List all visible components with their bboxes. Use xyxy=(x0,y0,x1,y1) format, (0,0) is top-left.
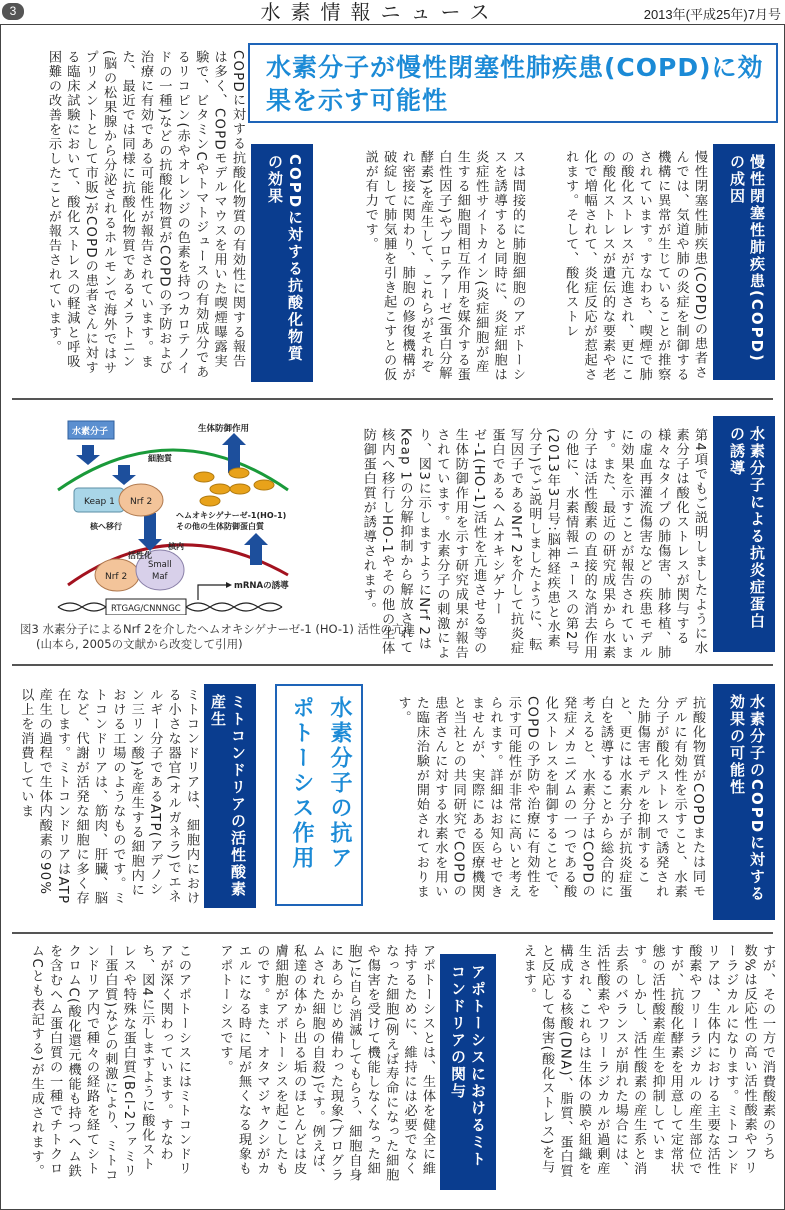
heading-copd-potential: 水素分子のCOPDに対する効果の可能性 xyxy=(713,684,775,920)
copd-cause-body-2: スは間接的に肺胞細胞のアポトーシスを誘導すると同時に、炎症細胞は炎症性サイトカイン(炎症細胞が産生する細胞間相互作用を媒介する蛋白性因子)やプロテアーゼ(蛋白分解酵素)を産生して、これらがそれぞれ密接に関わり、肺胞の修復機構が破綻して肺気腫を引き起こすとの仮説が有力です。 xyxy=(362,150,525,382)
mitochondria-ros-body-1: ミトコンドリアは、細胞内における小さな器官(オルガネラ)でエネルギー分子であるATP(アデノシン三リン酸)を産生する細胞内における工場のようなものです。ミトコンドリアは、筋肉、肝臓、脳など、代謝が活発な細胞に多く存在します。ミトコンドリアはATP産生の過程で生体内酸素の90%以上を消費していま xyxy=(18,688,199,906)
issue-date: 2013年(平成25年)7月号 xyxy=(643,7,781,22)
section-divider xyxy=(12,664,773,666)
label-biodefense: 生体防御作用 xyxy=(198,424,250,434)
label-nrf2: Nrf 2 xyxy=(130,497,153,507)
article-title-box xyxy=(248,43,778,123)
label-other-proteins: その他の生体防御蛋白質 xyxy=(176,522,264,531)
apoptosis-mito-body-1: アポトーシスとは、生体を健全に維持するために、維持には必要でなくなった細胞(例えば寿命になった細胞や傷害を受けて機能しなくなった細胞)に自ら消滅してもらう、細胞自身にあらかじめ備わった現象(プログラムされた細胞の自殺)です。例えば、私達の体から出る垢のほとんどは皮膚細胞がアポトーシスを起こしたものです。また、オタマジャクシがカエルになる時に尾が無くなる現象もアポトーシスです。 xyxy=(217,944,435,1183)
apoptosis-feature-title: 水素分子の抗アポトーシス作用 xyxy=(289,696,352,871)
heading-mitochondria-ros: ミトコンドリアの活性酸素産生 xyxy=(204,684,256,908)
page-number-badge: 3 xyxy=(2,3,24,20)
article-title: 水素分子が慢性閉塞性肺疾患(COPD)に効果を示す可能性 xyxy=(266,53,764,115)
section-divider xyxy=(12,932,773,934)
figure-source-text: (山本ら, 2005の文献から改変して引用) xyxy=(36,637,243,651)
label-to-nucleus: 核へ移行 xyxy=(90,522,122,531)
label-ho1: ヘムオキシゲナーゼ-1(HO-1) xyxy=(176,511,287,520)
label-mrna: mRNAの誘導 xyxy=(234,581,289,591)
apoptosis-mito-body-2: このアポトーシスにはミトコンドリアが深く関わっています。すなわち、図4に示しますように酸化ストレスや特殊な蛋白質(Bcl-2ファミリー蛋白質)などの刺激により、ミトコンドリア内で種々の経路を経てシトクロムC(酸化還元機能も持つヘム鉄を含むヘム蛋白質の一種でチトクロムCとも表記する)が生成されます。 xyxy=(28,944,191,1183)
label-nrf2-nuclear: Nrf 2 xyxy=(105,572,128,582)
label-activation: 活性化 xyxy=(128,551,152,560)
figure-caption-text: 図3 水素分子によるNrf 2を介したヘムオキシゲナーゼ-1 (HO-1) 活性の亢進 xyxy=(20,622,415,636)
figure-3-caption xyxy=(20,622,415,652)
newsletter-masthead: 水素情報ニュース xyxy=(260,0,500,24)
copd-cause-body-1: 慢性閉塞性肺疾患(COPD)の患者さんでは、気道や肺の炎症を制御する機構に異常が生じていることが推察されています。すなわち、喫煙で肺の酸化ストレスが亢進され、更にこの酸化ストレスが遺伝的な要素や老化で増幅されて、炎症反応が惹起されます。そして、酸化ストレ xyxy=(563,150,707,382)
nrf2-pathway-svg xyxy=(48,415,298,615)
antioxidant-body: COPDに対する抗酸化物質の有効性に関する報告は多く、COPDモデルマウスを用いた喫煙曝露実験で、ビタミンCやトマトジュースの有効成分であるリコピン(赤やオレンジの色素を持つカロテノイドの一種)などの抗酸化物質がCOPDの予防および治療に有効である可能性が報告されています。また、最近では同様に抗酸化物質であるメラトニン(脳の松果腺から分泌されるホルモンで海外ではサプリメントとして市販)がCOPDの患者さんに対する臨床試験において、酸化ストレスの軽減と呼吸困難の改善を示したことが報告されています。 xyxy=(45,50,245,380)
apoptosis-feature-box xyxy=(275,684,363,906)
mitochondria-ros-body-2: すが、その一方で消費酸素のうち数%は反応性の高い活性酸素やフリーラジカルになります。ミトコンドリアは、生体内における主要な活性酸素やフリーラジカルの産生部位ですが、抗酸化酵素を用意して定常状態の活性酸素産生を抑制しています。しかし、活性酸素の産生系と消去系のバランスが崩れた場合には、活性酸素やフリーラジカルが過剰産生され、これらは生体の膜や組織を構成する核酸(DNA)、脂質、蛋白質と反応して傷害(酸化ストレス)を与えます。 xyxy=(520,944,775,1179)
heading-antioxidant: COPDに対する抗酸化物質の効果 xyxy=(251,144,313,382)
section-divider xyxy=(12,398,773,400)
figure-3-diagram xyxy=(48,415,298,615)
label-small: Small xyxy=(148,560,172,570)
label-nucleus: 核内 xyxy=(168,542,184,551)
label-maf: Maf xyxy=(152,572,168,582)
heading-copd-cause: 慢性閉塞性肺疾患(COPD)の成因 xyxy=(713,144,775,380)
page-header xyxy=(0,0,785,24)
anti-inflammatory-body: 第4項でもご説明しましたように水素分子は酸化ストレスが関与する様々なタイプの肺傷害、肺移植、肺の虚血再灌流傷害などの疾患モデルに効果を示すことが報告されています。また、最近の研究成果から水素分子は活性酸素の直接的な消去作用の他に、水素情報ニュースの第2号(2013年3月号:脳神経疾患と水素分子)でご説明しましたように、転写因子であるNrf 2を介して抗炎症蛋白であるヘムオキシゲナーゼ-1(HO-1)活性を亢進させる等の生体防御作用を示す研究成果が報告されています。水素分子の刺激により、図3に示しますようにNrf 2はKeap 1の分解抑制から解放されて核内へ移行しHO-1やその他の生体防御蛋白質が誘導されます。 xyxy=(360,428,707,660)
label-hydrogen: 水素分子 xyxy=(72,427,109,437)
label-cytoplasm: 細胞質 xyxy=(148,454,172,463)
label-sequence: RTGAG/CNNNGC xyxy=(111,604,181,614)
heading-anti-inflammatory: 水素分子による抗炎症蛋白の誘導 xyxy=(713,416,775,652)
copd-potential-body: 抗酸化物質がCOPDまたは同モデルに有効性を示すこと、水素分子が酸化ストレスで誘発された肺傷害モデルを抑制すること、更には水素分子が抗炎症蛋白を誘導することから総合的に考えると、水素分子はCOPDの発症メカニズムの一つである酸化ストレスを制御することで、COPDの予防や治療に有効性を示す可能性が非常に高いと考えられます。詳細はお知らせできませんが、実際にある医療機関と当社との共同研究でCOPDの患者さんに対する水素水を用いた臨床治験が開始されております。 xyxy=(395,696,705,899)
label-keap1: Keap 1 xyxy=(84,497,115,507)
heading-apoptosis-mitochondria: アポトーシスにおけるミトコンドリアの関与 xyxy=(440,954,496,1190)
